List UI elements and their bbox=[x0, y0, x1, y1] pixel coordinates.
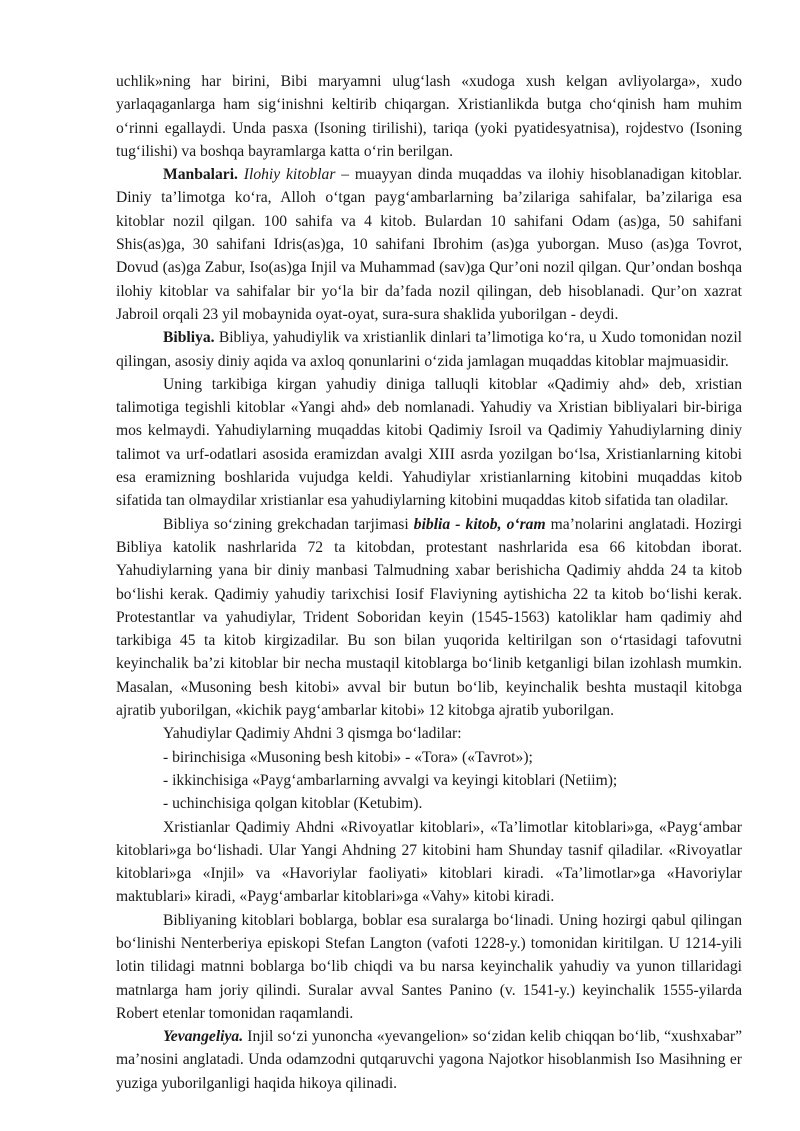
paragraph-qismlar: Yahudiylar Qadimiy Ahdni 3 qismga bo‘ladilar: bbox=[163, 725, 462, 743]
list-item: - birinchisiga «Musoning besh kitobi» - «Tora» («Tavrot»); bbox=[163, 748, 533, 766]
paragraph-tarkib: Uning tarkibiga kirgan yahudiy diniga talluqli kitoblar «Qadimiy ahd» deb, xristian talimotiga tegishli kitoblar «Yangi ahd» deb nomlanadi. Yahudiy va Xristian bibliyalari bir-biriga mos kelmaydi. Yahudiylarning muqaddas kitobi Qadimiy Isroil va Qadimiy Yahudiylarning diniy talimot va urf-odatlari asosida eramizdan avalgi XIII asrda yozilgan bo‘lsa, Xristianlarning kitobi esa eramizning boshlarida vujudga keldi. Yahudiylar xristianlarning kitobini muqaddas kitob sifatida tan olmaydilar xristianlar esa yahudiylarning kitobini muqaddas kitob sifatida tan oladilar. bbox=[116, 375, 742, 510]
list-item: - ikkinchisiga «Payg‘ambarlarning avvalgi va keyingi kitoblari (Netiim); bbox=[163, 771, 618, 789]
document-page bbox=[116, 70, 742, 1095]
paragraph-tarjima-rest: ma’nolarini anglatadi. Hozirgi Bibliya katolik nashrlarida 72 ta kitobdan, protestant nashrlarida esa 66 kitobdan iborat. Yahudiylarning yana bir diniy manbasi Talmudning xabar berishicha Qadimiy ahdda 24 ta kitob bo‘lishi kerak. Qadimiy yahudiy tarixchisi Iosif Flaviyning aytishicha 22 ta kitob bo‘lishi kerak. Protestantlar va yahudiylar, Trident Soboridan keyin (1545-1563) katoliklar ham qadimiy ahd tarkibiga 45 ta kitob kirgizadilar. Bu son bilan yuqorida keltirilgan son o‘rtasidagi tafovutni keyinchalik ba’zi kitoblar bir necha mustaqil kitoblarga bo‘linib ketganligi bilan izohlash mumkin. Masalan, «Musoning besh kitobi» avval bir butun bo‘lib, keyinchalik beshta mustaqil kitobga ajratib yuborilgan, «kichik payg‘ambarlar kitobi» 12 kitobga ajratib yuborilgan. bbox=[116, 515, 743, 720]
section-heading-yevangeliya: Yevangeliya. bbox=[163, 1028, 244, 1046]
paragraph-tarjima bbox=[116, 513, 742, 723]
paragraph-manbalari bbox=[116, 163, 742, 326]
paragraph-yevangeliya-text: Injil so‘zi yunoncha «yevangelion» so‘zidan kelib chiqqan bo‘lib, “xushxabar” ma’nosini anglatadi. Unda odamzodni qutqaruvchi yagona Najotkor hisoblanmish Iso Masihning er yuziga yuborilganligi haqida hikoya qilinadi. bbox=[116, 1028, 742, 1092]
paragraph-yevangeliya bbox=[116, 1025, 742, 1095]
term-ilohiy-kitoblar: Ilohiy kitoblar bbox=[243, 166, 336, 184]
paragraph-xristianlar: Xristianlar Qadimiy Ahdni «Rivoyatlar kitoblari», «Ta’limotlar kitoblari»ga, «Payg‘ambar kitoblari»ga bo‘lishadi. Ular Yangi Ahdning 27 kitobini ham Shunday tasnif qiladilar. «Rivoyatlar kitoblari»ga «Injil» va «Havoriylar faoliyati» kitoblari kiradi. «Ta’limotlar»ga «Havoriylar maktublari» kiradi, «Payg‘ambarlar kitoblari»ga «Vahy» kitobi kiradi. bbox=[116, 818, 742, 906]
paragraph-boblar: Bibliyaning kitoblari boblarga, boblar esa suralarga bo‘linadi. Uning hozirgi qabul qilingan bo‘linishi Nenterberiya episkopi Stefan Langton (vafoti 1228-y.) tomonidan kiritilgan. U 1214-yili lotin tilidagi matnni boblarga bo‘lib chiqdi va bu narsa keyinchalik yahudiy va yunon tillaridagi matnlarga ham joriy qilindi. Suralar avval Santes Panino (v. 1541-y.) keyinchalik 1555-yilarda Robert etenlar tomonidan raqamlandi. bbox=[116, 911, 742, 1022]
paragraph-bibliya bbox=[116, 326, 742, 373]
paragraph-manbalari-text: – muayyan dinda muqaddas va ilohiy hisoblanadigan kitoblar. Diniy ta’limotga ko‘ra, Alloh o‘tgan payg‘ambarlarning ba’zilariga sahifalar, ba’zilariga esa kitoblar nozil qilgan. 100 sahifa va 4 kitob. Bulardan 10 sahifani Odam (as)ga, 50 sahifani Shis(as)ga, 30 sahifani Idris(as)ga, 10 sahifani Ibrohim (as)ga yuborgan. Muso (as)ga Tovrot, Dovud (as)ga Zabur, Iso(as)ga Injil va Muhammad (sav)ga Qur’oni nozil qilgan. Qur’ondan boshqa ilohiy kitoblar va sahifalar bir yo‘la bir da’fada nozil qilingan, deb hisoblanadi. Qur’on xazrat Jabroil orqali 23 yil mobaynida oyat-oyat, sura-sura shaklida yuborilgan - deydi. bbox=[116, 166, 742, 323]
section-heading-bibliya: Bibliya. bbox=[163, 329, 215, 347]
list-item: - uchinchisiga qolgan kitoblar (Ketubim). bbox=[163, 795, 423, 813]
paragraph-tarjima-start: Bibliya so‘zining grekchadan tarjimasi bbox=[163, 515, 414, 533]
paragraph-bibliya-text: Bibliya, yahudiylik va xristianlik dinlari ta’limotiga ko‘ra, u Xudo tomonidan nozil qilingan, asosiy diniy aqida va axloq qonunlarini o‘zida jamlagan muqaddas kitoblar majmuasidir. bbox=[116, 329, 742, 370]
term-biblia: biblia - kitob, o‘ram bbox=[413, 515, 546, 533]
section-heading-manbalari: Manbalari. bbox=[163, 166, 238, 184]
paragraph-intro: uchlik»ning har birini, Bibi maryamni ulug‘lash «xudoga xush kelgan avliyolarga», xudo yarlaqaganlarga ham sig‘inishni keltirib chiqargan. Xristianlikda butga cho‘qinish ham muhim o‘rinni egallaydi. Unda pasxa (Isoning tirilishi), tariqa (yoki pyatidesyatnisa), rojdestvo (Isoning tug‘ilishi) va boshqa bayramlarga katta o‘rin berilgan. bbox=[116, 73, 742, 160]
